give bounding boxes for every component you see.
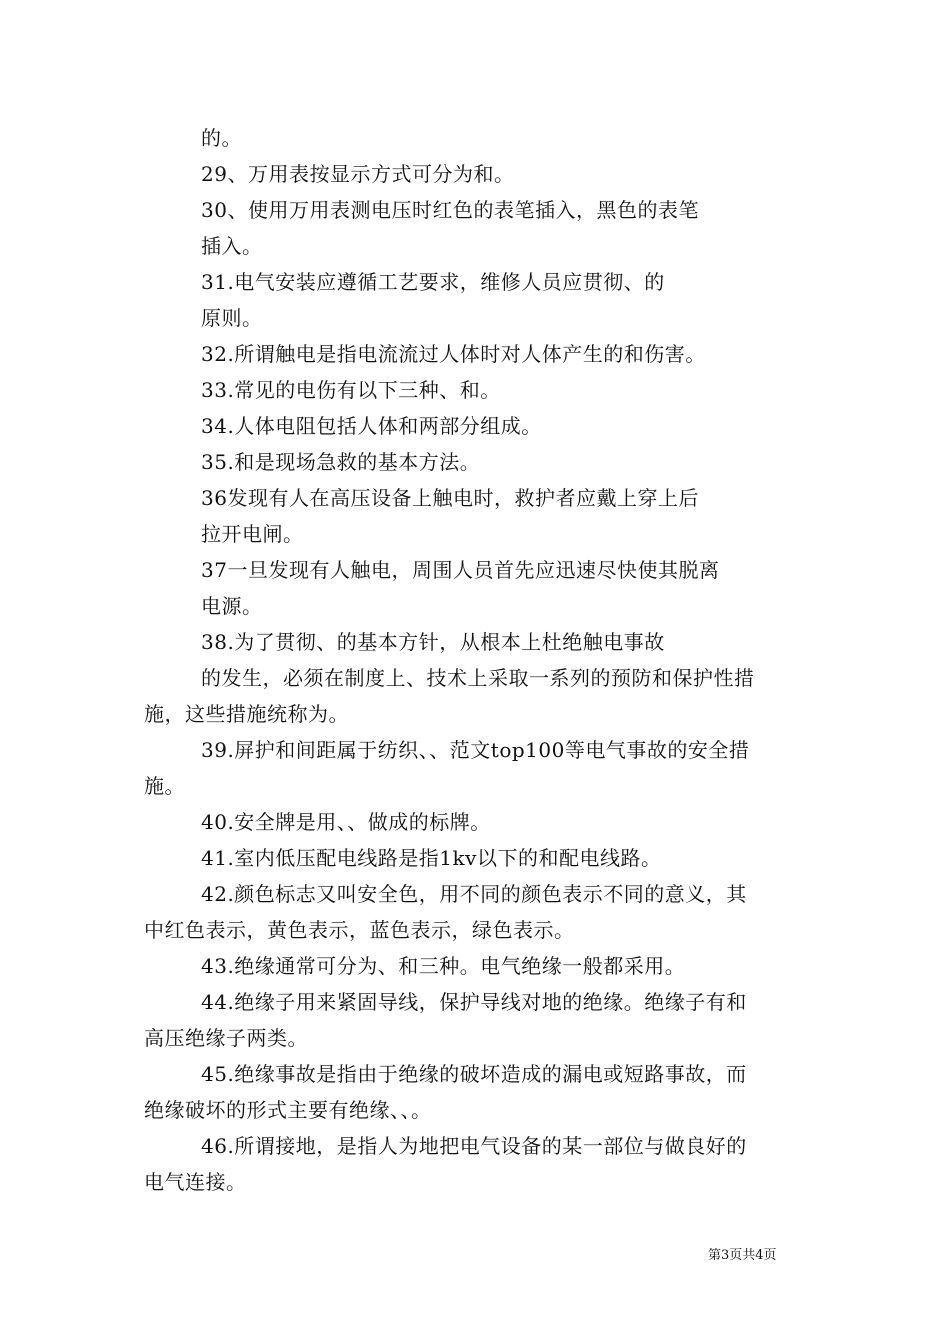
text-line: 32.所谓触电是指电流流过人体时对人体产生的和伤害。 <box>201 342 706 366</box>
text-line: 插入。 <box>201 234 263 258</box>
text-line: 36发现有人在高压设备上触电时，救护者应戴上穿上后 <box>201 486 699 510</box>
text-line: 45.绝缘事故是指由于绝缘的破坏造成的漏电或短路事故，而 <box>201 1062 747 1086</box>
text-line: 31.电气安装应遵循工艺要求，维修人员应贯彻、的 <box>201 270 665 294</box>
text-line: 29、万用表按显示方式可分为和。 <box>201 162 515 186</box>
text-line: 46.所谓接地，是指人为地把电气设备的某一部位与做良好的 <box>201 1134 747 1158</box>
text-line: 35.和是现场急救的基本方法。 <box>201 450 481 474</box>
text-line: 42.颜色标志又叫安全色，用不同的颜色表示不同的意义，其 <box>201 882 747 906</box>
text-line: 34.人体电阻包括人体和两部分组成。 <box>201 414 542 438</box>
text-line: 37一旦发现有人触电，周围人员首先应迅速尽快使其脱离 <box>201 558 720 582</box>
page-number: 第3页共4页 <box>708 1248 777 1263</box>
text-line: 的发生，必须在制度上、技术上采取一系列的预防和保护性措 <box>201 666 755 690</box>
text-line: 33.常见的电伤有以下三种、和。 <box>201 378 501 402</box>
text-line: 拉开电闸。 <box>201 522 304 546</box>
text-line: 41.室内低压配电线路是指1kv以下的和配电线路。 <box>201 846 662 870</box>
text-line: 38.为了贯彻、的基本方针，从根本上杜绝触电事故 <box>201 630 665 654</box>
text-line: 30、使用万用表测电压时红色的表笔插入，黑色的表笔 <box>201 198 699 222</box>
text-line: 的。 <box>201 126 242 150</box>
text-line: 40.安全牌是用、、做成的标牌。 <box>201 810 491 834</box>
text-line: 施。 <box>144 774 185 798</box>
text-line: 电源。 <box>201 594 263 618</box>
text-line: 电气连接。 <box>144 1170 247 1194</box>
text-line: 43.绝缘通常可分为、和三种。电气绝缘一般都采用。 <box>201 954 686 978</box>
text-line: 中红色表示，黄色表示，蓝色表示，绿色表示。 <box>144 918 575 942</box>
text-line: 原则。 <box>201 306 263 330</box>
text-line: 绝缘破坏的形式主要有绝缘、、。 <box>144 1098 432 1122</box>
text-line: 44.绝缘子用来紧固导线，保护导线对地的绝缘。绝缘子有和 <box>201 990 747 1014</box>
text-line: 高压绝缘子两类。 <box>144 1026 308 1050</box>
text-line: 施，这些措施统称为。 <box>144 702 349 726</box>
text-line: 39.屏护和间距属于纺织、、范文top100等电气事故的安全措 <box>201 738 750 762</box>
